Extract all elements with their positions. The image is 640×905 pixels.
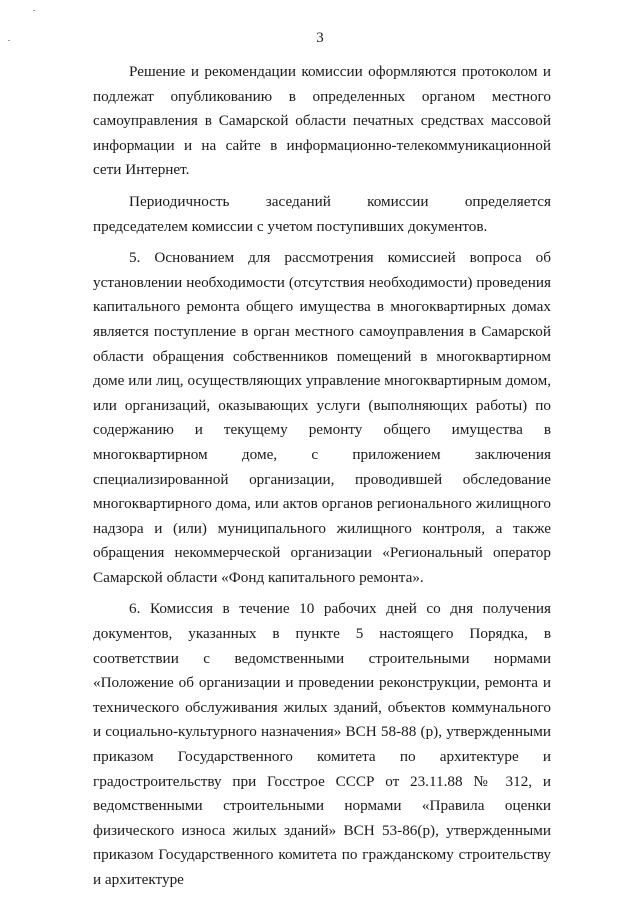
scan-speck <box>33 10 35 11</box>
paragraph-item-6: 6. Комиссия в течение 10 рабочих дней со дня получения документов, указанных в пункте 5 настоящего Порядка, в соответствии с ведомственными строительными нормами «Положение об организации и проведении реконструкции, ремонта и технического обслуживания жилых зданий, объектов коммунального и социально-культурного назначения» ВСН 58-88 (р), утвержденными приказом Государственного комитета по архитектуре и градостроительству при Госстрое СССР от 23.11.88 № 312, и ведомственными строительными нормами «Правила оценки физического износа жилых зданий» ВСН 53-86(р), утвержденными приказом Государственного комитета по гражданскому строительству и архитектуре <box>93 600 551 888</box>
paragraph-item-5: 5. Основанием для рассмотрения комиссией вопроса об установлении необходимости (отсутствия необходимости) проведения капитального ремонта общего имущества в многоквартирных домах является поступление в орган местного самоуправления в Самарской области обращения собственников помещений в многоквартирном доме или лиц, осуществляющих управление многоквартирным домом, или организаций, оказывающих услуги (выполняющих работы) по содержанию и текущему ремонту общего имущества в многоквартирном доме, с приложением заключения специализированной организации, проводившей обследование многоквартирного дома, или актов органов регионального жилищного надзора и (или) муниципального жилищного контроля, а также обращения некоммерческой организации «Региональный оператор Самарской области «Фонд капитального ремонта». <box>93 249 551 586</box>
page-number: 3 <box>316 30 324 46</box>
paragraph-protocol-publication: Решение и рекомендации комиссии оформляются протоколом и подлежат опубликованию в определенных органом местного самоуправления в Самарской области печатных средствах массовой информации и на сайте в информационно-телекоммуникационной сети Интернет. <box>93 63 551 179</box>
document-body <box>93 60 551 893</box>
paragraph-meeting-frequency: Периодичность заседаний комиссии определяется председателем комиссии с учетом поступивших документов. <box>93 192 551 235</box>
